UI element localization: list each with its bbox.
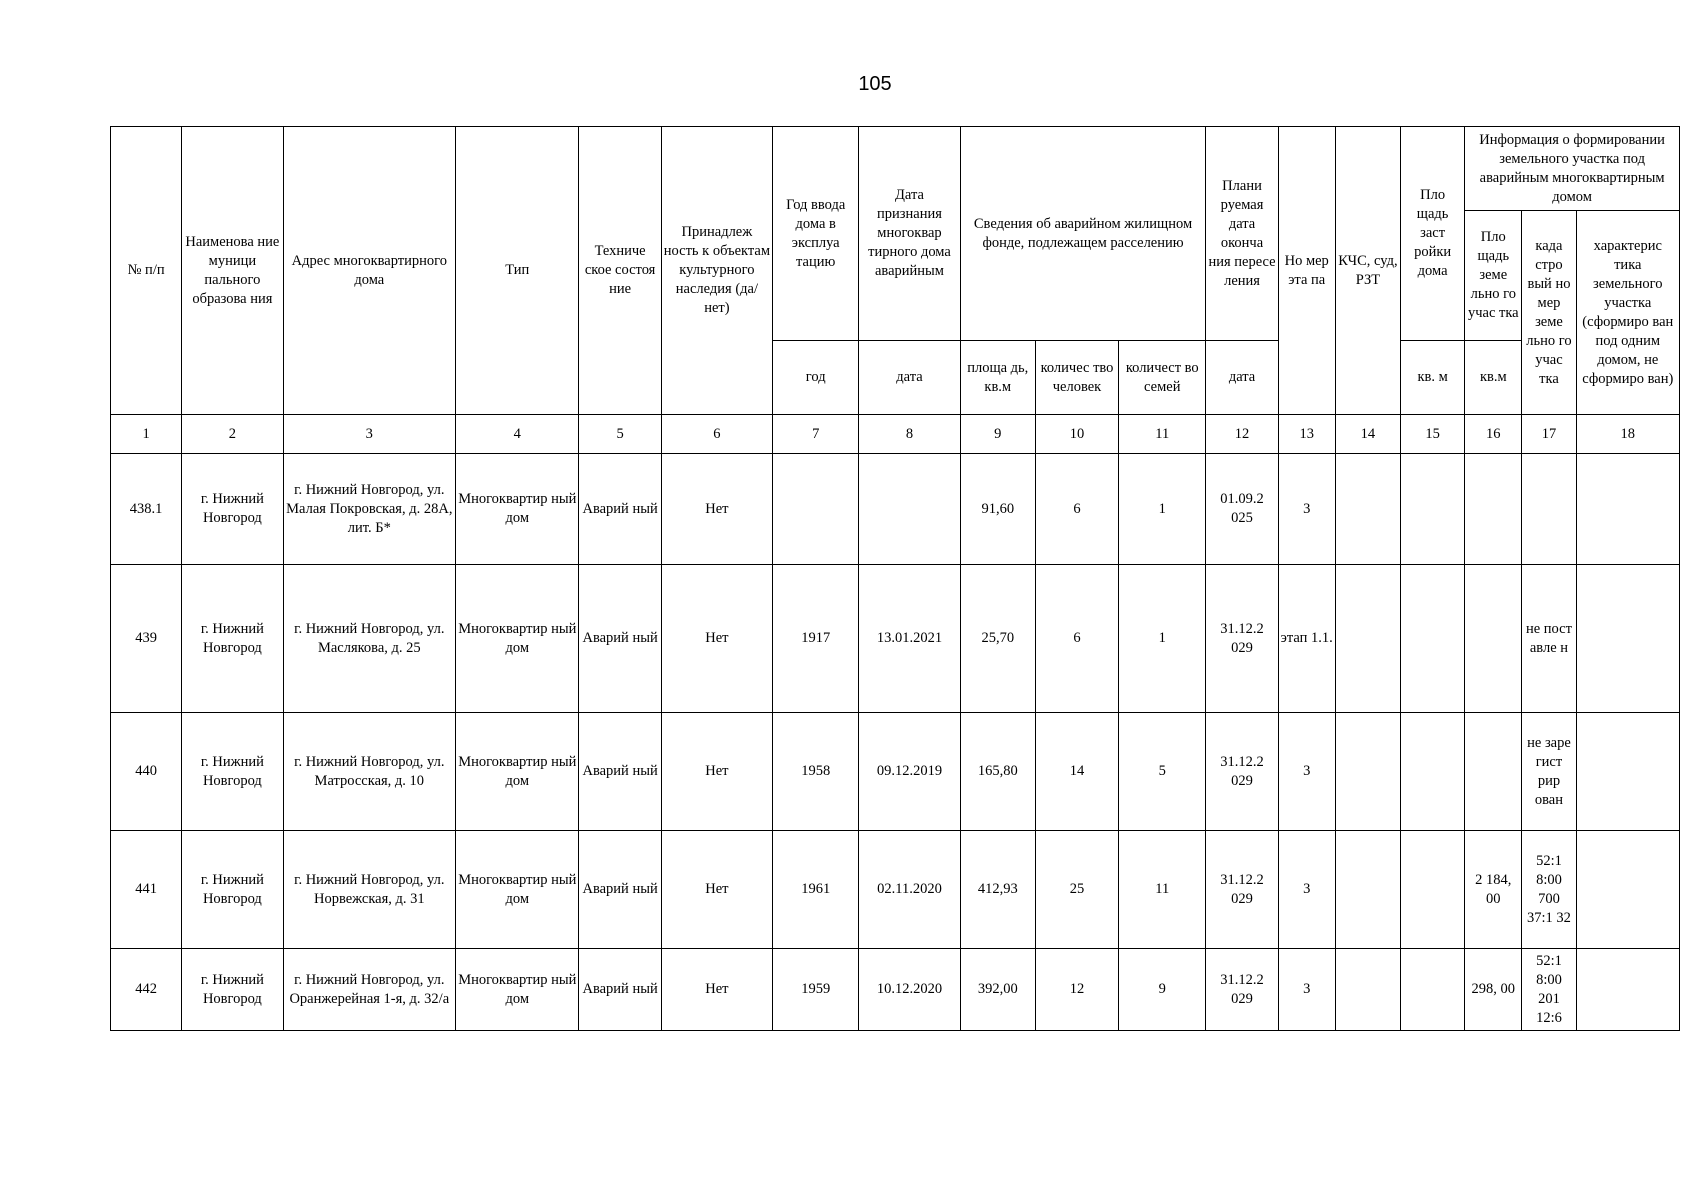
hdr-build-area: Пло щадь заст ройки дома [1401, 127, 1465, 341]
hdr-emergency-date: Дата признания многоквар тирного дома аварийным [859, 127, 960, 341]
cell-families: 9 [1119, 949, 1206, 1031]
cell-area: 165,80 [960, 713, 1035, 831]
hdr-land-info: Информация о формировании земельного участка под аварийным многоквартирным домом [1465, 127, 1680, 211]
cell-number: 438.1 [111, 454, 182, 565]
cell-cadastre: не пост авле н [1522, 565, 1576, 713]
sub-plan-date: дата [1206, 341, 1278, 415]
sub-area: площа дь, кв.м [960, 341, 1035, 415]
cell-address: г. Нижний Новгород, ул. Норвежская, д. 31 [283, 831, 456, 949]
cell-type: Многоквартир ный дом [456, 454, 579, 565]
cell-heritage: Нет [661, 454, 772, 565]
cell-people: 14 [1035, 713, 1118, 831]
hdr-tech-state: Техниче ское состоя ние [579, 127, 661, 415]
cell-build-area [1401, 713, 1465, 831]
cell-land-area [1465, 565, 1522, 713]
cell-year: 1958 [773, 713, 859, 831]
cell-heritage: Нет [661, 831, 772, 949]
cell-municipality: г. Нижний Новгород [182, 831, 283, 949]
hdr-emergency-fund: Сведения об аварийном жилищном фонде, подлежащем расселению [960, 127, 1206, 341]
cell-plan-date: 31.12.2 029 [1206, 713, 1278, 831]
cell-state: Аварий ный [579, 713, 661, 831]
cell-build-area [1401, 831, 1465, 949]
cell-state: Аварий ный [579, 565, 661, 713]
cell-land-char [1576, 831, 1679, 949]
cell-year [773, 454, 859, 565]
cell-date: 09.12.2019 [859, 713, 960, 831]
cell-area: 412,93 [960, 831, 1035, 949]
column-number: 11 [1119, 415, 1206, 454]
cell-municipality: г. Нижний Новгород [182, 713, 283, 831]
cell-land-area: 298, 00 [1465, 949, 1522, 1031]
cell-stage: 3 [1278, 949, 1335, 1031]
cell-year: 1959 [773, 949, 859, 1031]
cell-number: 442 [111, 949, 182, 1031]
cell-heritage: Нет [661, 713, 772, 831]
cell-area: 91,60 [960, 454, 1035, 565]
cell-people: 6 [1035, 454, 1118, 565]
column-number: 14 [1335, 415, 1400, 454]
cell-kchs [1335, 831, 1400, 949]
column-number: 10 [1035, 415, 1118, 454]
cell-land-char [1576, 454, 1679, 565]
cell-address: г. Нижний Новгород, ул. Маслякова, д. 25 [283, 565, 456, 713]
cell-municipality: г. Нижний Новгород [182, 565, 283, 713]
column-number: 16 [1465, 415, 1522, 454]
header-row-1 [111, 127, 1680, 211]
page-number: 105 [858, 73, 892, 95]
sub-build-area-unit: кв. м [1401, 341, 1465, 415]
hdr-address: Адрес многоквартирного дома [283, 127, 456, 415]
sub-people: количес тво человек [1035, 341, 1118, 415]
hdr-year-built: Год ввода дома в эксплуа тацию [773, 127, 859, 341]
cell-type: Многоквартир ный дом [456, 565, 579, 713]
cell-date [859, 454, 960, 565]
cell-number: 441 [111, 831, 182, 949]
cell-families: 1 [1119, 454, 1206, 565]
table-row [111, 949, 1680, 1031]
column-number: 13 [1278, 415, 1335, 454]
hdr-plan-date: Плани руемая дата оконча ния пересе ления [1206, 127, 1278, 341]
hdr-land-area: Пло щадь земе льно го учас тка [1465, 211, 1522, 341]
column-number: 15 [1401, 415, 1465, 454]
cell-cadastre: 52:1 8:00 201 12:6 [1522, 949, 1576, 1031]
cell-date: 10.12.2020 [859, 949, 960, 1031]
cell-people: 6 [1035, 565, 1118, 713]
hdr-municipality: Наименова ние муници пального образова ния [182, 127, 283, 415]
table-row [111, 831, 1680, 949]
cell-date: 02.11.2020 [859, 831, 960, 949]
hdr-heritage: Принадлеж ность к объектам культурного наследия (да/нет) [661, 127, 772, 415]
cell-families: 11 [1119, 831, 1206, 949]
cell-type: Многоквартир ный дом [456, 831, 579, 949]
cell-people: 25 [1035, 831, 1118, 949]
cell-kchs [1335, 713, 1400, 831]
sub-land-area-unit: кв.м [1465, 341, 1522, 415]
cell-stage: этап 1.1. [1278, 565, 1335, 713]
cell-stage: 3 [1278, 713, 1335, 831]
cell-municipality: г. Нижний Новгород [182, 454, 283, 565]
cell-land-char [1576, 565, 1679, 713]
cell-stage: 3 [1278, 454, 1335, 565]
cell-people: 12 [1035, 949, 1118, 1031]
hdr-land-char: характерис тика земельного участка (сформиро ван под одним домом, не сформиро ван) [1576, 211, 1679, 415]
cell-plan-date: 31.12.2 029 [1206, 949, 1278, 1031]
cell-address: г. Нижний Новгород, ул. Матросская, д. 10 [283, 713, 456, 831]
cell-cadastre [1522, 454, 1576, 565]
cell-date: 13.01.2021 [859, 565, 960, 713]
cell-land-char [1576, 713, 1679, 831]
cell-families: 1 [1119, 565, 1206, 713]
column-number: 9 [960, 415, 1035, 454]
cell-kchs [1335, 949, 1400, 1031]
cell-year: 1917 [773, 565, 859, 713]
cell-cadastre: не заре гист рир ован [1522, 713, 1576, 831]
cell-number: 440 [111, 713, 182, 831]
table-row [111, 713, 1680, 831]
column-number: 6 [661, 415, 772, 454]
cell-families: 5 [1119, 713, 1206, 831]
cell-plan-date: 01.09.2 025 [1206, 454, 1278, 565]
cell-build-area [1401, 565, 1465, 713]
cell-kchs [1335, 565, 1400, 713]
column-number: 12 [1206, 415, 1278, 454]
cell-heritage: Нет [661, 565, 772, 713]
cell-number: 439 [111, 565, 182, 713]
cell-state: Аварий ный [579, 831, 661, 949]
hdr-stage: Но мер эта па [1278, 127, 1335, 415]
cell-state: Аварий ный [579, 454, 661, 565]
column-number: 18 [1576, 415, 1679, 454]
cell-plan-date: 31.12.2 029 [1206, 831, 1278, 949]
cell-land-area: 2 184, 00 [1465, 831, 1522, 949]
cell-kchs [1335, 454, 1400, 565]
column-number: 4 [456, 415, 579, 454]
cell-area: 392,00 [960, 949, 1035, 1031]
sub-year: год [773, 341, 859, 415]
cell-state: Аварий ный [579, 949, 661, 1031]
hdr-kchs: КЧС, суд, РЗТ [1335, 127, 1400, 415]
cell-cadastre: 52:1 8:00 700 37:1 32 [1522, 831, 1576, 949]
sub-families: количест во семей [1119, 341, 1206, 415]
hdr-cadastre: када стро вый но мер земе льно го учас тка [1522, 211, 1576, 415]
cell-land-char [1576, 949, 1679, 1031]
column-number: 1 [111, 415, 182, 454]
cell-plan-date: 31.12.2 029 [1206, 565, 1278, 713]
table-row [111, 565, 1680, 713]
cell-address: г. Нижний Новгород, ул. Малая Покровская, д. 28А, лит. Б* [283, 454, 456, 565]
cell-area: 25,70 [960, 565, 1035, 713]
cell-build-area [1401, 949, 1465, 1031]
column-number: 3 [283, 415, 456, 454]
column-number: 5 [579, 415, 661, 454]
cell-address: г. Нижний Новгород, ул. Оранжерейная 1-я, д. 32/а [283, 949, 456, 1031]
column-number: 17 [1522, 415, 1576, 454]
cell-heritage: Нет [661, 949, 772, 1031]
cell-build-area [1401, 454, 1465, 565]
emergency-housing-table [110, 126, 1680, 1031]
column-number-row [111, 415, 1680, 454]
cell-stage: 3 [1278, 831, 1335, 949]
hdr-number: № п/п [111, 127, 182, 415]
cell-land-area [1465, 713, 1522, 831]
cell-year: 1961 [773, 831, 859, 949]
column-number: 8 [859, 415, 960, 454]
hdr-type: Тип [456, 127, 579, 415]
cell-type: Многоквартир ный дом [456, 713, 579, 831]
cell-land-area [1465, 454, 1522, 565]
column-number: 7 [773, 415, 859, 454]
cell-municipality: г. Нижний Новгород [182, 949, 283, 1031]
cell-type: Многоквартир ный дом [456, 949, 579, 1031]
table-row [111, 454, 1680, 565]
column-number: 2 [182, 415, 283, 454]
sub-date: дата [859, 341, 960, 415]
